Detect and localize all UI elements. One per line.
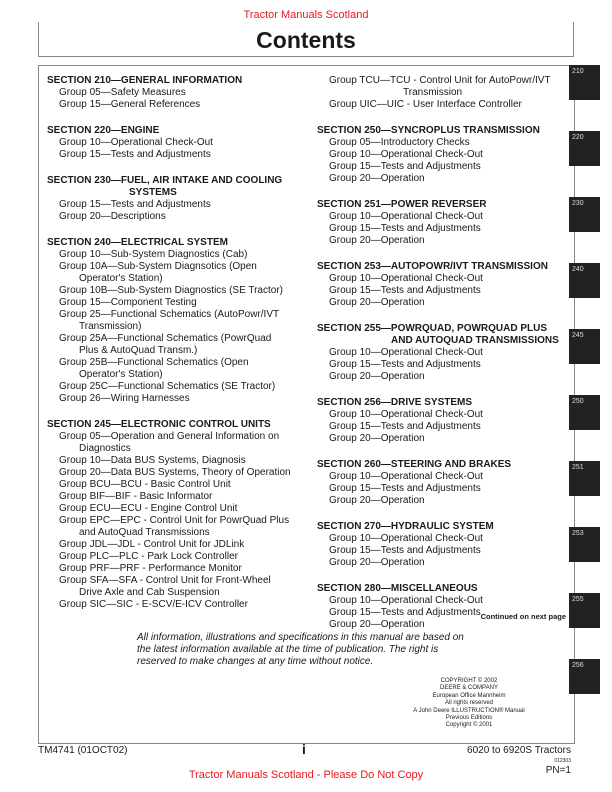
section-heading: SECTION 280—MISCELLANEOUS	[317, 583, 478, 594]
toc-entry[interactable]: Group 10—Operational Check-Out	[329, 595, 483, 606]
toc-entry[interactable]: Group 15—General References	[59, 99, 201, 110]
toc-entry[interactable]: Drive Axle and Cab Suspension	[79, 587, 220, 598]
toc-entry[interactable]: Group 05—Introductory Checks	[329, 137, 470, 148]
toc-entry[interactable]: Diagnostics	[79, 443, 131, 454]
copyright-line: Copyright © 2001	[445, 722, 493, 729]
toc-entry[interactable]: Group 15—Tests and Adjustments	[59, 149, 211, 160]
toc-entry[interactable]: Group 10—Operational Check-Out	[329, 347, 483, 358]
toc-entry[interactable]: Group 05—Safety Measures	[59, 87, 186, 98]
section-heading: SECTION 220—ENGINE	[47, 125, 160, 136]
toc-entry[interactable]: Group 20—Operation	[329, 619, 425, 630]
toc-entry[interactable]: Group 15—Tests and Adjustments	[329, 359, 481, 370]
section-heading: SECTION 270—HYDRAULIC SYSTEM	[317, 521, 494, 532]
watermark-bottom: Tractor Manuals Scotland - Please Do Not Copy	[188, 769, 424, 781]
section-tab-256[interactable]: 256	[569, 659, 600, 694]
toc-entry[interactable]: Group 25B—Functional Schematics (Open	[59, 357, 249, 368]
copyright-line: All rights reserved	[444, 700, 494, 707]
section-heading: SECTION 210—GENERAL INFORMATION	[47, 75, 243, 86]
toc-entry[interactable]: Group 25—Functional Schematics (AutoPowr/IVT	[59, 309, 280, 320]
toc-entry[interactable]: Group 10—Operational Check-Out	[59, 137, 213, 148]
toc-entry[interactable]: Group 10—Sub-System Diagnostics (Cab)	[59, 249, 248, 260]
toc-entry[interactable]: Group BCU—BCU - Basic Control Unit	[59, 479, 231, 490]
copyright-block	[369, 678, 569, 730]
page-title: Contents	[256, 27, 356, 53]
section-tab-210[interactable]: 210	[569, 65, 600, 100]
toc-entry[interactable]: Group 15—Tests and Adjustments	[329, 545, 481, 556]
toc-entry[interactable]: Group 15—Tests and Adjustments	[329, 161, 481, 172]
pn: PN=1	[545, 765, 571, 776]
toc-entry[interactable]: and AutoQuad Transmissions	[79, 527, 210, 538]
toc-entry[interactable]: Group 20—Operation	[329, 495, 425, 506]
toc-entry[interactable]: Group ECU—ECU - Engine Control Unit	[59, 503, 238, 514]
copyright-line: A John Deere ILLUSTRUCTION® Manual	[413, 707, 525, 714]
toc-entry[interactable]: Group 05—Operation and General Information on	[59, 431, 280, 442]
section-heading: SECTION 256—DRIVE SYSTEMS	[317, 397, 473, 408]
toc-entry[interactable]: Group 15—Component Testing	[59, 297, 197, 308]
toc-entry[interactable]: Group 10—Operational Check-Out	[329, 409, 483, 420]
toc-entry[interactable]: Group 15—Tests and Adjustments	[329, 421, 481, 432]
section-heading: SECTION 253—AUTOPOWR/IVT TRANSMISSION	[317, 261, 548, 272]
code: 012303	[554, 758, 571, 764]
section-tab-245[interactable]: 245	[569, 329, 600, 364]
toc-entry[interactable]: Operator's Station)	[79, 369, 163, 380]
toc-entry[interactable]: Group 20—Operation	[329, 173, 425, 184]
section-heading: SECTION 250—SYNCROPLUS TRANSMISSION	[317, 125, 540, 136]
doc-id: TM4741 (01OCT02)	[38, 745, 128, 756]
continued-note: Continued on next page	[480, 612, 566, 621]
toc-entry[interactable]: Group 15—Tests and Adjustments	[329, 285, 481, 296]
toc-entry[interactable]: Group 20—Operation	[329, 297, 425, 308]
toc-entry[interactable]: Group TCU—TCU - Control Unit for AutoPowr/IVT	[329, 75, 551, 86]
toc-entry[interactable]: Group SFA—SFA - Control Unit for Front-Wheel	[59, 575, 271, 586]
contents-box	[38, 65, 575, 744]
toc-entry[interactable]: Group JDL—JDL - Control Unit for JDLink	[59, 539, 245, 550]
toc-entry[interactable]: Group 25A—Functional Schematics (PowrQuad	[59, 333, 272, 344]
toc-entry[interactable]: Operator's Station)	[79, 273, 163, 284]
toc-entry[interactable]: Group 10—Operational Check-Out	[329, 471, 483, 482]
section-tab-255[interactable]: 255	[569, 593, 600, 628]
header	[38, 22, 574, 57]
copyright-line: European Office Mannheim	[432, 692, 506, 699]
section-heading: SECTION 240—ELECTRICAL SYSTEM	[47, 237, 228, 248]
toc-entry[interactable]: Group 15—Tests and Adjustments	[329, 607, 481, 618]
toc-entry[interactable]: Plus & AutoQuad Transm.)	[79, 345, 198, 356]
toc-entry[interactable]: SYSTEMS	[129, 187, 177, 198]
section-heading: SECTION 245—ELECTRONIC CONTROL UNITS	[47, 419, 271, 430]
toc-entry[interactable]: Group UIC—UIC - User Interface Controller	[329, 99, 522, 110]
left-column	[47, 75, 312, 611]
section-tab-251[interactable]: 251	[569, 461, 600, 496]
right-column	[317, 75, 572, 631]
copyright-line: DEERE & COMPANY	[440, 685, 498, 692]
toc-entry[interactable]: Group 15—Tests and Adjustments	[59, 199, 211, 210]
toc-entry[interactable]: Group 20—Operation	[329, 433, 425, 444]
toc-entry[interactable]: Group PRF—PRF - Performance Monitor	[59, 563, 242, 574]
toc-entry[interactable]: Transmission	[403, 87, 463, 98]
copyright-line: Previous Editions	[445, 715, 493, 722]
toc-entry[interactable]: Group 20—Data BUS Systems, Theory of Operation	[59, 467, 291, 478]
toc-entry[interactable]: Transmission)	[79, 321, 142, 332]
toc-entry[interactable]: Group SIC—SIC - E-SCV/E-ICV Controller	[59, 599, 248, 610]
toc-entry[interactable]: Group 10—Data BUS Systems, Diagnosis	[59, 455, 246, 466]
toc-entry[interactable]: Group 10A—Sub-System Diagnsotics (Open	[59, 261, 257, 272]
toc-entry[interactable]: Group EPC—EPC - Control Unit for PowrQuad Plus	[59, 515, 290, 526]
copyright-line: COPYRIGHT © 2002	[440, 678, 498, 684]
section-heading: SECTION 251—POWER REVERSER	[317, 199, 487, 210]
section-tab-230[interactable]: 230	[569, 197, 600, 232]
toc-entry[interactable]: Group 10—Operational Check-Out	[329, 211, 483, 222]
page-number: i	[302, 741, 306, 757]
section-heading: SECTION 255—POWRQUAD, POWRQUAD PLUS	[317, 323, 548, 334]
section-heading: SECTION 230—FUEL, AIR INTAKE AND COOLING	[47, 175, 283, 186]
toc-entry[interactable]: Group 25C—Functional Schematics (SE Tractor)	[59, 381, 276, 392]
toc-entry[interactable]: Group 26—Wiring Harnesses	[59, 393, 190, 404]
toc-entry[interactable]: Group PLC—PLC - Park Lock Controller	[59, 551, 238, 562]
section-tab-253[interactable]: 253	[569, 527, 600, 562]
toc-entry[interactable]: AND AUTOQUAD TRANSMISSIONS	[391, 335, 559, 346]
section-tab-220[interactable]: 220	[569, 131, 600, 166]
toc-entry[interactable]: Group BIF—BIF - Basic Informator	[59, 491, 213, 502]
section-tab-250[interactable]: 250	[569, 395, 600, 430]
watermark-top: Tractor Manuals Scotland	[243, 9, 369, 21]
toc-entry[interactable]: Group 10—Operational Check-Out	[329, 273, 483, 284]
toc-entry[interactable]: Group 15—Tests and Adjustments	[329, 483, 481, 494]
toc-entry[interactable]: Group 10—Operational Check-Out	[329, 149, 483, 160]
toc-entry[interactable]: Group 10B—Sub-System Diagnostics (SE Tractor)	[59, 285, 283, 296]
toc-entry[interactable]: Group 20—Operation	[329, 557, 425, 568]
toc-entry[interactable]: Group 15—Tests and Adjustments	[329, 223, 481, 234]
product-name: 6020 to 6920S Tractors	[467, 745, 571, 756]
section-tab-240[interactable]: 240	[569, 263, 600, 298]
section-heading: SECTION 260—STEERING AND BRAKES	[317, 459, 512, 470]
toc-entry[interactable]: Group 10—Operational Check-Out	[329, 533, 483, 544]
toc-entry[interactable]: Group 20—Operation	[329, 235, 425, 246]
toc-entry[interactable]: Group 20—Operation	[329, 371, 425, 382]
toc-entry[interactable]: Group 20—Descriptions	[59, 211, 166, 222]
disclaimer: All information, illustrations and specifications in this manual are based on the latest information available at the time of publication. The right is reserved to make changes at any time without notice.	[137, 632, 464, 667]
